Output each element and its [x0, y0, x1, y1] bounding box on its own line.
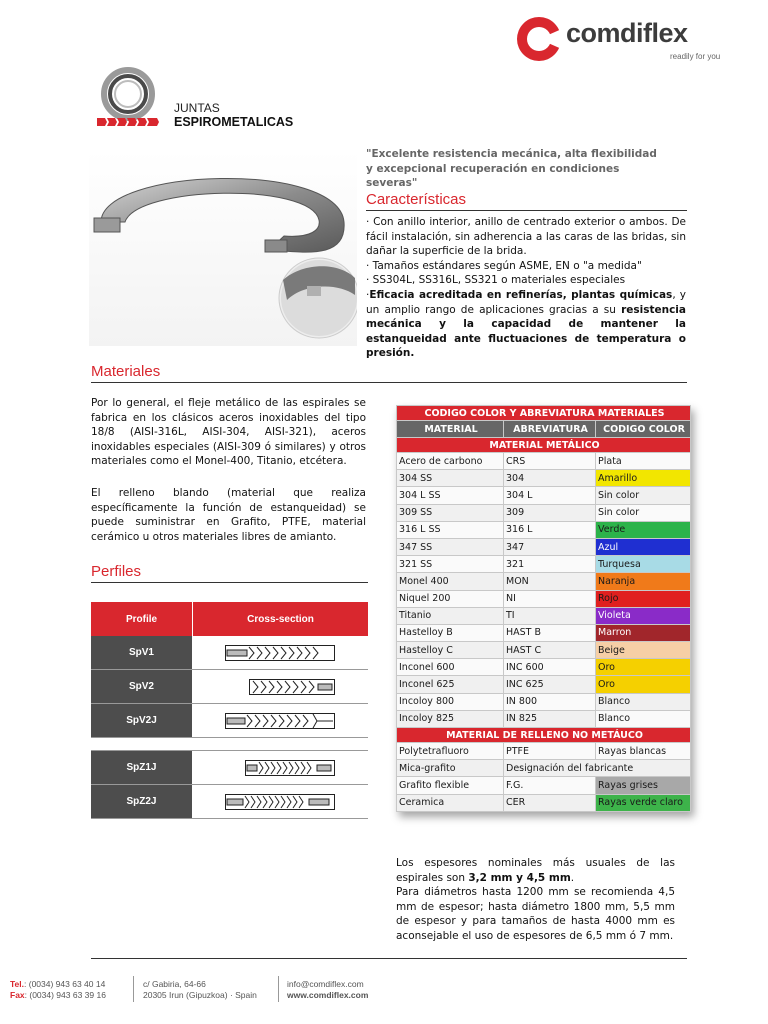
material-row [397, 504, 691, 521]
profile-row [91, 670, 368, 704]
material-abbreviation: CER [504, 794, 596, 811]
material-abbreviation: INC 625 [504, 676, 596, 693]
caracteristicas-list [366, 215, 686, 361]
material-color-code: Amarillo [596, 470, 691, 487]
table-title: CODIGO COLOR Y ABREVIATURA MATERIALES [397, 406, 691, 421]
gasket-ring [101, 178, 344, 252]
footer-separator [133, 976, 134, 1002]
material-name: 309 SS [397, 504, 504, 521]
material-abbreviation: 316 L [504, 521, 596, 538]
col-profile: Profile [125, 613, 158, 625]
material-color-code: Sin color [596, 487, 691, 504]
material-name: Niquel 200 [397, 590, 504, 607]
material-row [397, 624, 691, 641]
brand-logo-icon [514, 14, 564, 64]
materiales-paragraph-2: El relleno blando (material que realiza específicamente la función de estanqueidad) se puede suministrar en Grafito, PTFE, material cerámico u otros materiales libres de amianto. [91, 487, 366, 543]
material-abbreviation: MON [504, 573, 596, 590]
material-row [397, 521, 691, 538]
espesores-paragraph-2: Para diámetros hasta 1200 mm se recomienda 4,5 mm de espesor; hasta diámetro 1800 mm, 5,5 mm de espesor y para tamaños de hasta 4000 mm es aconsejable el uso de espesores de 6,5 mm ó 7 mm. [396, 886, 675, 942]
material-color-code: Rayas verde claro [596, 794, 691, 811]
website-link[interactable]: www.comdiflex.com [287, 990, 369, 1000]
material-color-code: Turquesa [596, 556, 691, 573]
feature-item: ·Eficacia acreditada en refinerías, plantas químicas, y un amplio rango de aplicaciones gracias a su resistencia mecánica y la capacidad de mantener la estanqueidad ante fluctuaciones de temperatura o presión. [366, 288, 686, 360]
col-cross-section: Cross-section [192, 602, 368, 636]
caracteristicas-divider [366, 210, 687, 211]
material-name: Grafito flexible [397, 777, 504, 794]
material-row [397, 693, 691, 710]
material-row [397, 607, 691, 624]
material-row [397, 487, 691, 504]
material-row [397, 470, 691, 487]
material-color-code: Rayas blancas [596, 743, 691, 760]
material-name: Inconel 625 [397, 676, 504, 693]
perfiles-title: Perfiles [91, 563, 142, 580]
material-row [397, 676, 691, 693]
profile-row [91, 785, 368, 819]
espesores-paragraph-1: Los espesores nominales más usuales de las espirales son 3,2 mm y 4,5 mm. [396, 857, 675, 884]
feature-item: · Con anillo interior, anillo de centrado exterior o ambos. De fácil instalación, sin adherencia a las caras de las bridas, sin dañar la superficie de la brida. [366, 216, 686, 258]
materiales-title: Materiales [91, 363, 161, 380]
material-color-code: Blanco [596, 710, 691, 727]
material-abbreviation: TI [504, 607, 596, 624]
material-abbreviation: 321 [504, 556, 596, 573]
profile-name: SpZ1J [91, 751, 192, 784]
profile-name: SpV1 [91, 636, 192, 669]
material-abbreviation: IN 800 [504, 693, 596, 710]
material-row [397, 794, 691, 811]
profile-name: SpV2J [91, 704, 192, 737]
cross-section-diagram [192, 704, 368, 737]
material-color-code: Violeta [596, 607, 691, 624]
product-title: ESPIROMETALICAS [174, 115, 294, 129]
product-quote: "Excelente resistencia mecánica, alta flexibilidad y excepcional recuperación en condiciones severas" [366, 148, 657, 189]
material-name: Ceramica [397, 794, 504, 811]
material-name: Mica-grafito [397, 760, 504, 777]
cross-section-diagram [192, 785, 368, 818]
fill-section-header: MATERIAL DE RELLENO NO METÁUCO [397, 728, 691, 743]
material-abbreviation: HAST C [504, 642, 596, 659]
email-link[interactable]: info@comdiflex.com [287, 979, 364, 989]
material-color-code: Sin color [596, 504, 691, 521]
material-row [397, 453, 691, 470]
material-row [397, 538, 691, 555]
cross-section-diagram [192, 670, 368, 703]
material-abbreviation: IN 825 [504, 710, 596, 727]
col-abreviatura: ABREVIATURA [504, 421, 596, 438]
material-row [397, 760, 691, 777]
material-name: Acero de carbono [397, 453, 504, 470]
product-mark [97, 66, 159, 130]
material-color-code: Marron [596, 624, 691, 641]
material-abbreviation: 304 [504, 470, 596, 487]
gasket-ring-icon [97, 66, 159, 130]
material-color-code: Verde [596, 521, 691, 538]
product-category: JUNTAS [174, 101, 220, 115]
material-color-code: Blanco [596, 693, 691, 710]
material-name: Monel 400 [397, 573, 504, 590]
material-name: 321 SS [397, 556, 504, 573]
col-codigo-color: CODIGO COLOR [596, 421, 691, 438]
material-name: Inconel 600 [397, 659, 504, 676]
material-name: Hastelloy B [397, 624, 504, 641]
brand-name: comdiflex [566, 18, 688, 48]
material-row [397, 743, 691, 760]
material-abbreviation: INC 600 [504, 659, 596, 676]
material-name: 347 SS [397, 538, 504, 555]
material-row [397, 710, 691, 727]
material-row [397, 573, 691, 590]
feature-item: · Tamaños estándares según ASME, EN o "a medida" [366, 259, 642, 272]
material-abbreviation: 309 [504, 504, 596, 521]
material-name: Titanio [397, 607, 504, 624]
profile-row [91, 750, 368, 785]
metal-section-header: MATERIAL METÁLICO [397, 438, 691, 453]
material-abbreviation: HAST B [504, 624, 596, 641]
material-name: 304 L SS [397, 487, 504, 504]
material-color-code: Plata [596, 453, 691, 470]
material-color-code: Rojo [596, 590, 691, 607]
footer-separator [278, 976, 279, 1002]
material-name: Hastelloy C [397, 642, 504, 659]
footer-divider [91, 958, 687, 959]
material-name: Polytetrafluoro [397, 743, 504, 760]
materials-color-table [396, 405, 691, 812]
profiles-table-gap [91, 737, 368, 750]
profile-name: SpZ2J [91, 785, 192, 818]
materiales-paragraph-1: Por lo general, el fleje metálico de las espirales se fabrica en los clásicos aceros inoxidables del tipo 18/8 (AISI-316L, AISI-304, AISI-321), aceros inoxidables especiales (AISI-309 ó similares) y otros materiales como el Monel-400, Titanio, etcétera. [91, 397, 366, 468]
caracteristicas-title: Características [366, 191, 467, 208]
material-name: 304 SS [397, 470, 504, 487]
material-abbreviation: F.G. [504, 777, 596, 794]
material-color-code: Oro [596, 659, 691, 676]
material-color-code: Azul [596, 538, 691, 555]
profile-row [91, 636, 368, 670]
material-name: Incoloy 825 [397, 710, 504, 727]
material-abbreviation: NI [504, 590, 596, 607]
material-row [397, 777, 691, 794]
profiles-table-header [91, 602, 368, 636]
footer-contact-phone: Tel.: (0034) 943 63 40 14 Fax: (0034) 943 63 39 16 [10, 979, 106, 1000]
brand-logo [514, 14, 729, 64]
material-row [397, 590, 691, 607]
profile-name: SpV2 [91, 670, 192, 703]
profile-row [91, 704, 368, 737]
footer-address: c/ Gabiria, 64-66 20305 Irun (Gipuzkoa) · Spain [143, 979, 257, 1000]
profiles-table [91, 602, 368, 819]
brand-tagline: readily for you [670, 52, 721, 61]
material-name: 316 L SS [397, 521, 504, 538]
material-abbreviation: PTFE [504, 743, 596, 760]
perfiles-divider [91, 582, 368, 583]
material-abbreviation: Designación del fabricante [504, 760, 691, 777]
material-row [397, 556, 691, 573]
cross-section-diagram [192, 751, 368, 784]
material-abbreviation: 304 L [504, 487, 596, 504]
feature-item: · SS304L, SS316L, SS321 o materiales especiales [366, 274, 626, 287]
col-material: MATERIAL [397, 421, 504, 438]
material-abbreviation: 347 [504, 538, 596, 555]
material-color-code: Oro [596, 676, 691, 693]
material-row [397, 642, 691, 659]
material-name: Incoloy 800 [397, 693, 504, 710]
material-row [397, 659, 691, 676]
footer-web [287, 979, 368, 1001]
cross-section-diagram [192, 636, 368, 669]
product-photo [89, 150, 357, 346]
material-abbreviation: CRS [504, 453, 596, 470]
material-color-code: Rayas grises [596, 777, 691, 794]
materiales-divider [91, 382, 687, 383]
material-color-code: Beige [596, 642, 691, 659]
material-color-code: Naranja [596, 573, 691, 590]
